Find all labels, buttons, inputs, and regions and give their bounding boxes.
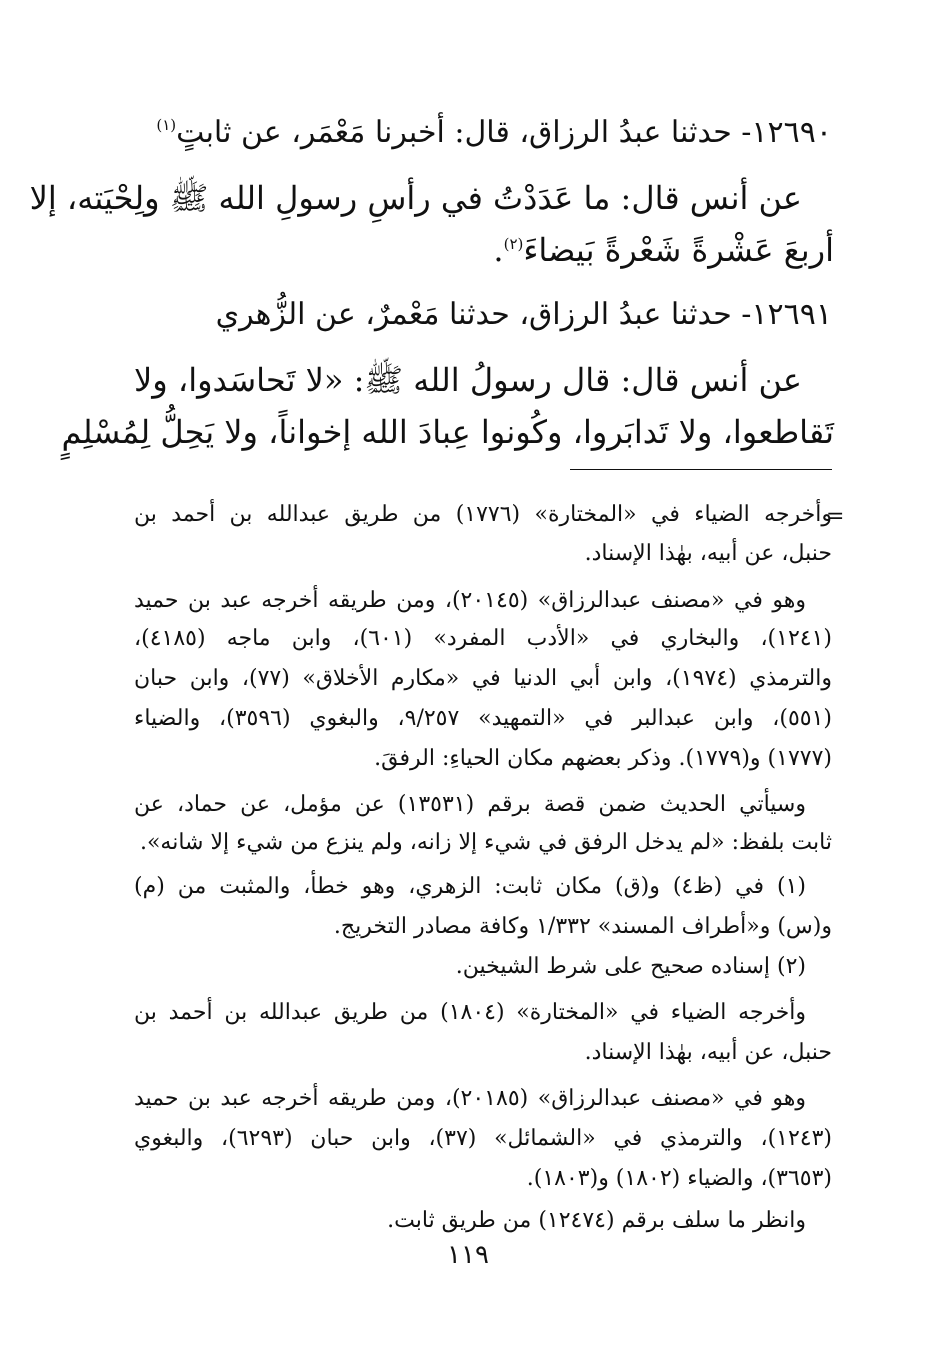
page-number: ١١٩ [447,1240,489,1270]
footnote-line: وهو في «مصنف عبدالرزاق» (٢٠١٤٥)، ومن طريقه أخرجه عبد بن حميد [134,588,806,613]
hadith-12690-matn-line-2-text: أربعَ عَشْرةً شَعْرةً بَيضاءَ [523,231,834,269]
hadith-12690-matn-line-1: عن أنس قال: ما عَدَدْتُ في رأسِ رسولِ الله ﷺ ولِحْيَته، إلا [29,179,802,217]
hadith-12691-matn-line-2: تَقاطعوا، ولا تَدابَروا، وكُونوا عِبادَ الله إخواناً، ولا يَحِلُّ لِمُسْلِمٍ [61,413,834,451]
footnote-continuation-mark: = [826,504,845,529]
footnote-line: (١) في (ظ٤) و(ق) مكان ثابت: الزهري، وهو خطأ، والمثبت من (م) [134,874,806,899]
hadith-12690-matn-line-2 [134,231,834,269]
footnote-line: وسيأتي الحديث ضمن قصة برقم (١٣٥٣١) عن مؤمل، عن حماد، عن [134,792,806,817]
footnote-line: (٣٦٥٣)، والضياء (١٨٠٢) و(١٨٠٣). [526,1166,832,1191]
footnote-line: وانظر ما سلف برقم (١٢٤٧٤) من طريق ثابت. [387,1208,806,1233]
footnote-line: (١٧٧٧) و(١٧٧٩). وذكر بعضهم مكان الحياءِ: الرفقَ. [374,746,832,771]
footnote-line: ثابت بلفظ: «لم يدخل الرفق في شيء إلا زانه، ولم ينزع من شيء إلا شانه». [139,830,832,855]
footnote-marker-1: (١) [156,116,177,134]
hadith-12690-isnad-text: ١٢٦٩٠- حدثنا عبدُ الرزاق، قال: أخبرنا مَعْمَر، عن ثابتٍ [176,115,832,150]
footnote-line: وهو في «مصنف عبدالرزاق» (٢٠١٨٥)، ومن طريقه أخرجه عبد بن حميد [134,1086,806,1111]
hadith-12691-isnad: ١٢٦٩١- حدثنا عبدُ الرزاق، حدثنا مَعْمرٌ، عن الزُّهري [215,297,832,332]
hadith-12690-end-dot: . [493,231,504,269]
hadith-12690-isnad [132,115,832,150]
footnote-marker-2: (٢) [503,235,524,253]
footnote-line: وأخرجه الضياء في «المختارة» (١٧٧٦) من طريق عبدالله بن أحمد بن [134,502,832,527]
footnote-line: (١٢٤٣)، والترمذي في «الشمائل» (٣٧)، وابن حبان (٦٢٩٣)، والبغوي [134,1126,833,1151]
footnote-line: (٢) إسناده صحيح على شرط الشيخين. [455,954,806,979]
footnote-separator [570,469,832,470]
hadith-12691-matn-line-1: عن أنس قال: قال رسولُ الله ﷺ: «لا تَحاسَدوا، ولا [134,361,803,399]
footnote-line: و(س) و«أطراف المسند» ١/٣٣٢ وكافة مصادر التخريج. [333,914,832,939]
footnote-line: حنبل، عن أبيه، بهٰذا الإسناد. [584,541,832,566]
footnote-line: (٥٥١)، وابن عبدالبر في «التمهيد» ٩/٢٥٧، والبغوي (٣٥٩٦)، والضياء [134,706,833,731]
footnote-line: وأخرجه الضياء في «المختارة» (١٨٠٤) من طريق عبدالله بن أحمد بن [134,1000,806,1025]
footnote-line: والترمذي (١٩٧٤)، وابن أبي الدنيا في «مكارم الأخلاق» (٧٧)، وابن حبان [134,666,832,691]
footnote-line: (١٢٤١)، والبخاري في «الأدب المفرد» (٦٠١)، وابن ماجه (٤١٨٥)، [134,626,832,651]
footnote-line: حنبل، عن أبيه، بهٰذا الإسناد. [584,1040,832,1065]
